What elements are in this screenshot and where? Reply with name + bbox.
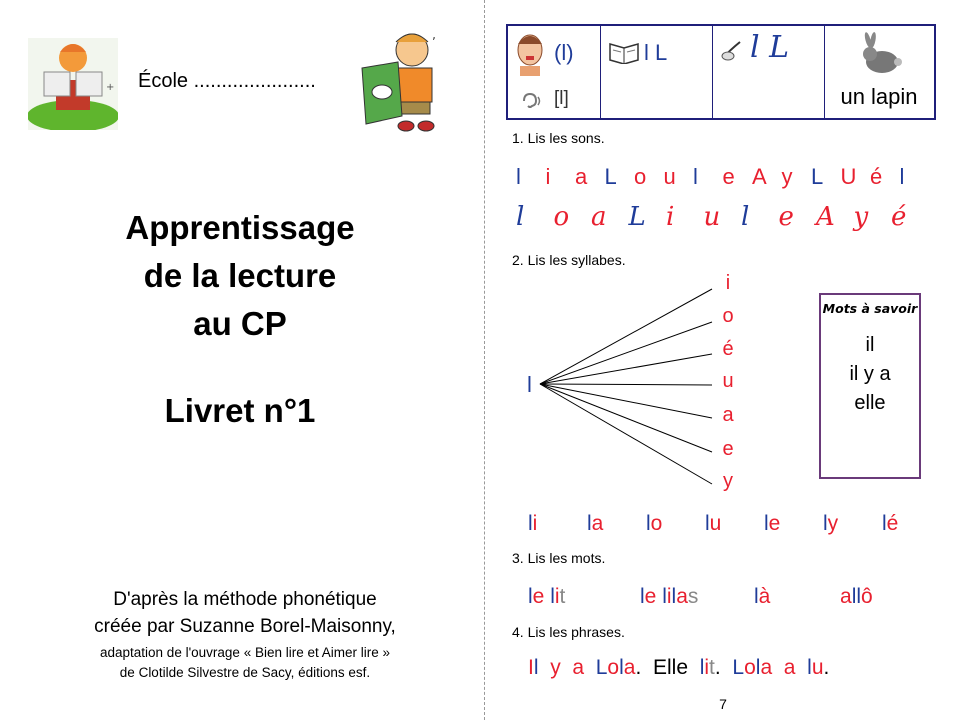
word-segment: e bbox=[644, 585, 657, 608]
sentence-segment: ll bbox=[666, 656, 677, 679]
sentence-segment bbox=[561, 656, 573, 679]
cursive-letters-cell bbox=[712, 26, 825, 118]
cursive-letter: o bbox=[553, 202, 570, 232]
syllable-vowel: i bbox=[725, 272, 731, 294]
syllable-vowel: u bbox=[722, 370, 734, 392]
page-number: 7 bbox=[719, 696, 727, 712]
word-segment: s bbox=[687, 585, 699, 608]
sentence-segment: l bbox=[807, 656, 812, 679]
word-segment: i bbox=[666, 585, 672, 608]
booklet-title bbox=[40, 204, 440, 348]
sound-letter: e bbox=[722, 164, 735, 189]
word-segment: l bbox=[640, 585, 645, 608]
word-segment: l bbox=[662, 585, 667, 608]
words-to-know-title: Mots à savoir bbox=[822, 301, 918, 316]
syllable: le bbox=[764, 512, 781, 535]
cursive-letters-row bbox=[516, 202, 936, 236]
sentence-segment: a bbox=[623, 656, 636, 679]
word-segment: a bbox=[840, 585, 852, 608]
reading-word bbox=[528, 585, 565, 609]
svg-text:+: + bbox=[106, 82, 115, 93]
sentence-segment: . bbox=[635, 656, 653, 679]
syllable-vowel: y bbox=[723, 470, 733, 492]
sentence-segment: y bbox=[550, 656, 561, 679]
word-segment: l bbox=[671, 585, 677, 608]
cursive-letter: l bbox=[516, 202, 525, 232]
boy-reading-illustration bbox=[28, 32, 118, 130]
print-letters: l L bbox=[644, 40, 668, 65]
syllable: ly bbox=[823, 512, 839, 535]
words-to-know-box bbox=[819, 293, 921, 479]
word-segment: ll bbox=[851, 585, 862, 608]
sound-header-box bbox=[506, 24, 936, 120]
cursive-letter: é bbox=[891, 202, 907, 232]
example-word: un lapin bbox=[840, 84, 918, 109]
word-segment: i bbox=[554, 585, 560, 608]
boy-with-sheep-drawing-illustration bbox=[358, 28, 454, 132]
word-to-know: il bbox=[865, 334, 875, 356]
word-segment: t bbox=[559, 585, 566, 608]
exercise-3-heading: 3. Lis les mots. bbox=[512, 550, 606, 566]
sentence-segment: a bbox=[783, 656, 796, 679]
booklet-number: Livret n°1 bbox=[164, 392, 316, 429]
ear-icon bbox=[520, 92, 542, 110]
exercise-1-heading: 1. Lis les sons. bbox=[512, 130, 605, 146]
credits-line-3: adaptation de l'ouvrage « Bien lire et Aimer lire » bbox=[100, 645, 390, 660]
word-segment: a bbox=[676, 585, 688, 608]
title-line-2: de la lecture bbox=[143, 257, 337, 294]
reading-word bbox=[840, 585, 873, 609]
speaking-face-icon bbox=[514, 32, 546, 76]
sound-letter: L bbox=[604, 164, 617, 189]
syllable-vowel: a bbox=[722, 404, 734, 426]
word-to-know: elle bbox=[854, 392, 886, 414]
credits bbox=[20, 586, 470, 683]
cursive-letter: L bbox=[628, 202, 646, 232]
sentence-segment: o bbox=[744, 656, 756, 679]
word-segment: l bbox=[528, 585, 533, 608]
sentence-segment: I bbox=[528, 656, 534, 679]
sentence-segment: . bbox=[714, 656, 733, 679]
syllable: lu bbox=[705, 512, 722, 535]
syllable-consonant: l bbox=[527, 372, 532, 397]
sentence-segment bbox=[584, 656, 596, 679]
sentence-segment: t bbox=[709, 656, 715, 679]
example-word-cell bbox=[824, 26, 934, 118]
sound-letter: l bbox=[516, 164, 521, 189]
sentence-segment: i bbox=[704, 656, 710, 679]
sound-letter: L bbox=[811, 164, 824, 189]
cursive-letter: l bbox=[741, 202, 750, 232]
syllable: la bbox=[587, 512, 604, 535]
sound-letter: A bbox=[752, 164, 767, 189]
sentence-segment: L bbox=[595, 656, 608, 679]
sound-letter: u bbox=[663, 164, 676, 189]
rabbit-icon bbox=[858, 32, 904, 76]
cursive-letter: u bbox=[703, 202, 721, 232]
sentence-segment: l bbox=[755, 656, 761, 679]
sentence-segment: l bbox=[699, 656, 705, 679]
sound-cell bbox=[508, 26, 601, 118]
word-segment: l bbox=[550, 585, 555, 608]
sentence-segment bbox=[795, 656, 807, 679]
syllable-vowel: é bbox=[722, 338, 734, 360]
phonetic-symbol: [l] bbox=[554, 88, 569, 109]
word-segment: ô bbox=[861, 585, 873, 608]
title-line-3: au CP bbox=[193, 305, 287, 342]
sound-letter: y bbox=[781, 164, 793, 189]
sentence-segment: o bbox=[607, 656, 620, 679]
word-segment: l bbox=[754, 585, 759, 608]
syllable-vowel: o bbox=[722, 305, 734, 327]
sound-symbol: (l) bbox=[554, 40, 574, 65]
sound-letter: l bbox=[693, 164, 698, 189]
lesson-page bbox=[486, 0, 960, 720]
syllable: lo bbox=[646, 512, 663, 535]
syllable-fan-lines bbox=[526, 270, 736, 510]
sentence-segment bbox=[688, 656, 700, 679]
sentence-segment: a bbox=[572, 656, 585, 679]
sentence-segment: L bbox=[732, 656, 745, 679]
sound-letter: a bbox=[575, 164, 588, 189]
sentence-segment bbox=[539, 656, 551, 679]
sentence-segment: a bbox=[760, 656, 773, 679]
title-line-1: Apprentissage bbox=[125, 209, 355, 246]
print-letters-row bbox=[516, 164, 936, 192]
sentence-segment: u bbox=[811, 656, 824, 679]
exercise-2-heading: 2. Lis les syllabes. bbox=[512, 252, 626, 268]
open-book-icon bbox=[608, 40, 640, 64]
writing-hand-icon bbox=[720, 38, 746, 62]
word-segment: e bbox=[532, 585, 545, 608]
cursive-letter: i bbox=[666, 202, 675, 232]
cursive-letter: e bbox=[778, 202, 794, 232]
cursive-letter: y bbox=[853, 202, 869, 232]
credits-line-4: de Clotilde Silvestre de Sacy, éditions esf. bbox=[119, 665, 371, 680]
cursive-letter: a bbox=[591, 202, 607, 232]
school-label: École ...................... bbox=[138, 70, 316, 92]
sentence-segment: E bbox=[652, 656, 667, 679]
sound-letter: o bbox=[634, 164, 647, 189]
word-segment: à bbox=[758, 585, 771, 608]
sentence-segment bbox=[772, 656, 784, 679]
reading-word bbox=[640, 585, 698, 609]
cursive-letters: l L bbox=[750, 30, 790, 65]
svg-text:ʼ: ʼ bbox=[432, 35, 436, 49]
sentence-row bbox=[528, 656, 948, 680]
sound-letter: é bbox=[870, 164, 883, 189]
sentence-segment: l bbox=[533, 656, 539, 679]
credits-line-2: créée par Suzanne Borel-Maisonny, bbox=[94, 616, 396, 637]
syllable: li bbox=[528, 512, 538, 535]
credits-line-1: D'après la méthode phonétique bbox=[113, 589, 377, 610]
word-to-know: il y a bbox=[849, 363, 891, 385]
reading-word bbox=[754, 585, 770, 609]
sentence-segment: . bbox=[823, 656, 830, 679]
exercise-4-heading: 4. Lis les phrases. bbox=[512, 624, 625, 640]
syllable-vowel: e bbox=[722, 438, 734, 460]
sound-letter: U bbox=[840, 164, 857, 189]
print-letters-cell bbox=[600, 26, 713, 118]
sound-letter: i bbox=[545, 164, 551, 189]
sound-letter: l bbox=[899, 164, 905, 189]
sentence-segment: e bbox=[676, 656, 689, 679]
cursive-letter: A bbox=[816, 202, 835, 232]
syllable: lé bbox=[882, 512, 899, 535]
sentence-segment: l bbox=[619, 656, 624, 679]
